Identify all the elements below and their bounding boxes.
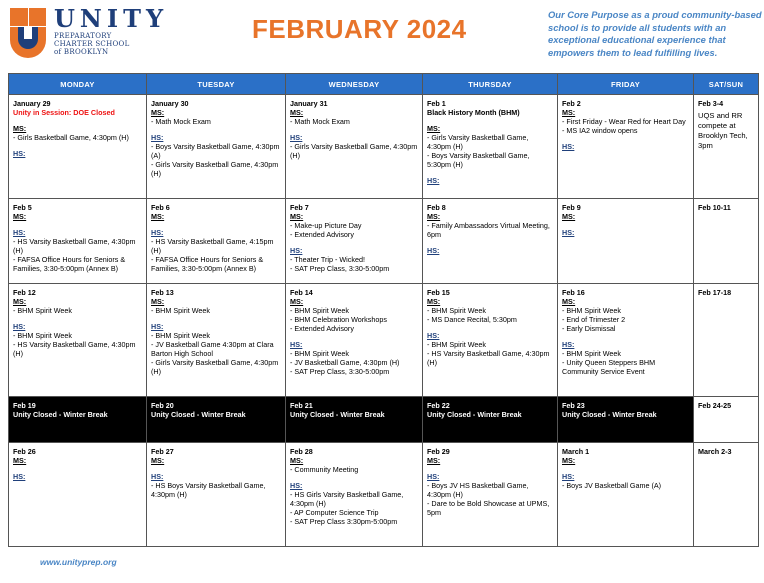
day-cell [286,284,423,397]
day-date: Feb 8 [427,203,446,212]
day-date: Feb 6 [151,203,170,212]
week-row [9,443,759,547]
day-date: Feb 7 [290,203,309,212]
hs-event: - BHM Spirit Week [290,349,349,358]
hs-event: - SAT Prep Class, 3:30-5:00pm [290,367,390,376]
hs-event: - HS Varsity Basketball Game, 4:30pm (H) [13,340,136,358]
day-date: Feb 14 [290,288,313,297]
day-cell [558,284,694,397]
weekend-date: Feb 24-25 [698,401,732,410]
closed-notice: Unity Closed - Winter Break [290,410,385,419]
hs-label: HS: [290,481,303,490]
ms-label: MS: [290,212,304,221]
hs-label: HS: [13,149,26,158]
hs-label: HS: [13,228,26,237]
ms-event: - Extended Advisory [290,230,354,239]
day-cell [9,397,147,443]
day-date: Feb 2 [562,99,581,108]
week-row [9,284,759,397]
day-cell [423,284,558,397]
ms-label: MS: [290,297,304,306]
day-date: Feb 23 [562,401,585,410]
hs-event: - HS Varsity Basketball Game, 4:15pm (H) [151,237,274,255]
hs-label: HS: [151,133,164,142]
hs-event: - Boys JV Basketball Game (A) [562,481,662,490]
brand-sub-3: of BROOKLYN [54,48,109,56]
hs-label: HS: [151,228,164,237]
day-cell [9,284,147,397]
col-header-tuesday: TUESDAY [147,74,286,95]
hs-label: HS: [562,142,575,151]
day-date: Feb 29 [427,447,450,456]
day-cell [423,199,558,284]
hs-event: - Unity Queen Steppers BHM Community Service Event [562,358,656,376]
week-row [9,95,759,199]
day-date: Feb 13 [151,288,174,297]
day-date: Feb 28 [290,447,313,456]
weekend-cell [694,443,759,547]
day-date: Feb 16 [562,288,585,297]
school-logo [10,8,46,58]
ms-label: MS: [427,124,441,133]
hs-event: - HS Girls Varsity Basketball Game, 4:30pm (H) [290,490,404,508]
day-cell [147,95,286,199]
day-cell [423,443,558,547]
day-date: Feb 26 [13,447,36,456]
hs-event: - BHM Spirit Week [427,340,486,349]
week-row [9,397,759,443]
ms-label: MS: [562,297,576,306]
weekend-cell [694,397,759,443]
ms-event: - Math Mock Exam [151,117,211,126]
weekend-date: March 2-3 [698,447,732,456]
month-title: FEBRUARY 2024 [252,14,467,44]
closed-notice: Unity Closed - Winter Break [151,410,246,419]
ms-event: - BHM Spirit Week [562,306,621,315]
hs-label: HS: [13,472,26,481]
hs-event: - AP Computer Science Trip [290,508,379,517]
day-cell [558,443,694,547]
hs-label: HS: [151,472,164,481]
day-cell [423,95,558,199]
day-date: Feb 15 [427,288,450,297]
ms-event: - BHM Celebration Workshops [290,315,387,324]
hs-event: - Theater Trip - Wicked! [290,255,365,264]
ms-event: - Girls Varsity Basketball Game, 4:30pm (H) [427,133,529,151]
hs-label: HS: [562,340,575,349]
ms-label: MS: [562,456,576,465]
calendar-grid [8,73,759,547]
weekend-date: Feb 17-18 [698,288,732,297]
hs-event: - FAFSA Office Hours for Seniors & Families, 3:30-5:00pm (Annex B) [151,255,264,273]
closed-notice: Unity Closed - Winter Break [562,410,657,419]
observance-note: Black History Month (BHM) [427,108,520,117]
col-header-friday: FRIDAY [558,74,694,95]
day-date: Feb 1 [427,99,446,108]
footer-website-link[interactable]: www.unityprep.org [40,557,117,567]
ms-event: - Community Meeting [290,465,359,474]
hs-event: - Boys Varsity Basketball Game, 4:30pm (A) [151,142,280,160]
ms-event: - End of Trimester 2 [562,315,626,324]
weekend-date: Feb 3-4 [698,99,724,108]
weekend-event: UQS and RR compete at Brooklyn Tech, 3pm [698,111,748,150]
brand-sub-2: CHARTER SCHOOL [54,40,130,48]
day-cell [286,443,423,547]
ms-label: MS: [290,456,304,465]
ms-event: - Make-up Picture Day [290,221,362,230]
ms-label: MS: [427,297,441,306]
hs-label: HS: [427,176,440,185]
hs-event: - Dare to be Bold Showcase at UPMS, 5pm [427,499,550,517]
hs-event: - JV Basketball Game 4:30pm at Clara Barton High School [151,340,274,358]
hs-event: - HS Boys Varsity Basketball Game, 4:30pm (H) [151,481,266,499]
ms-event: - Early Dismissal [562,324,616,333]
weekday-header-row [9,74,759,95]
hs-label: HS: [427,331,440,340]
col-header-monday: MONDAY [9,74,147,95]
day-date: Feb 21 [290,401,313,410]
ms-event: - MS IA2 window opens [562,126,638,135]
weekend-cell [694,284,759,397]
ms-event: - First Friday - Wear Red for Heart Day [562,117,686,126]
hs-label: HS: [290,340,303,349]
ms-event: - Math Mock Exam [290,117,350,126]
ms-label: MS: [13,212,27,221]
weekend-date: Feb 10-11 [698,203,731,212]
brand [54,6,168,56]
hs-event: - SAT Prep Class, 3:30-5:00pm [290,264,390,273]
day-cell [286,95,423,199]
core-purpose-statement: Our Core Purpose as a proud community-based school is to provide all students with an exceptional educational experience that empowers them to lead fulfilling lives. [548,9,762,58]
weekend-cell [694,95,759,199]
day-cell [147,199,286,284]
day-date: Feb 27 [151,447,174,456]
day-date: January 29 [13,99,51,108]
day-date: January 30 [151,99,189,108]
ms-label: MS: [13,456,27,465]
hs-label: HS: [290,133,303,142]
day-date: Feb 5 [13,203,32,212]
day-date: Feb 12 [13,288,36,297]
ms-event: - BHM Spirit Week [151,306,210,315]
col-header-weekend: SAT/SUN [694,74,759,95]
col-header-wednesday: WEDNESDAY [286,74,423,95]
day-cell [558,199,694,284]
hs-label: HS: [290,246,303,255]
weekend-cell [694,199,759,284]
hs-event: - Boys JV HS Basketball Game, 4:30pm (H) [427,481,529,499]
closed-notice: Unity Closed - Winter Break [13,410,108,419]
hs-label: HS: [562,228,575,237]
day-cell [286,199,423,284]
ms-event: - BHM Spirit Week [427,306,486,315]
ms-label: MS: [290,108,304,117]
hs-event: - BHM Spirit Week [151,331,210,340]
brand-sub-1: PREPARATORY [54,32,112,40]
hs-event: - Girls Varsity Basketball Game, 4:30pm (H) [151,358,279,376]
hs-label: HS: [13,322,26,331]
ms-label: MS: [562,212,576,221]
day-date: January 31 [290,99,328,108]
day-date: Feb 19 [13,401,36,410]
col-header-thursday: THURSDAY [423,74,558,95]
hs-event: - HS Varsity Basketball Game, 4:30pm (H) [13,237,136,255]
ms-label: MS: [427,212,441,221]
day-cell [558,397,694,443]
hs-label: HS: [427,472,440,481]
ms-label: MS: [151,212,165,221]
hs-label: HS: [151,322,164,331]
day-cell [9,95,147,199]
ms-event: - Family Ambassadors Virtual Meeting, 6pm [427,221,550,239]
ms-label: MS: [151,297,165,306]
hs-event: - BHM Spirit Week [13,331,72,340]
hs-event: - SAT Prep Class 3:30pm-5:00pm [290,517,398,526]
day-cell [9,443,147,547]
closed-notice: Unity Closed - Winter Break [427,410,522,419]
day-cell [558,95,694,199]
ms-label: MS: [427,456,441,465]
day-cell [147,443,286,547]
ms-label: MS: [151,108,165,117]
hs-event: - Girls Varsity Basketball Game, 4:30pm (H) [151,160,279,178]
ms-label: MS: [13,124,27,133]
ms-label: MS: [13,297,27,306]
hs-event: - BHM Spirit Week [562,349,621,358]
day-date: Feb 22 [427,401,450,410]
ms-event: - BHM Spirit Week [13,306,72,315]
ms-event: - Boys Varsity Basketball Game, 5:30pm (H) [427,151,530,169]
brand-name: UNITY [54,4,169,33]
ms-event: - Extended Advisory [290,324,354,333]
day-cell [286,397,423,443]
hs-event: - JV Basketball Game, 4:30pm (H) [290,358,400,367]
day-cell [147,284,286,397]
hs-event: - FAFSA Office Hours for Seniors & Families, 3:30-5:00pm (Annex B) [13,255,126,273]
day-cell [147,397,286,443]
ms-label: MS: [151,456,165,465]
ms-label: MS: [562,108,576,117]
alert-note: Unity in Session: DOE Closed [13,108,115,117]
ms-event: - Girls Basketball Game, 4:30pm (H) [13,133,129,142]
ms-event: - MS Dance Recital, 5:30pm [427,315,517,324]
hs-event: - Girls Varsity Basketball Game, 4:30pm (H) [290,142,418,160]
day-cell [423,397,558,443]
day-date: Feb 9 [562,203,581,212]
ms-event: - BHM Spirit Week [290,306,349,315]
day-date: Feb 20 [151,401,174,410]
hs-label: HS: [562,472,575,481]
day-cell [9,199,147,284]
week-row [9,199,759,284]
day-date: March 1 [562,447,590,456]
hs-label: HS: [427,246,440,255]
hs-event: - HS Varsity Basketball Game, 4:30pm (H) [427,349,550,367]
